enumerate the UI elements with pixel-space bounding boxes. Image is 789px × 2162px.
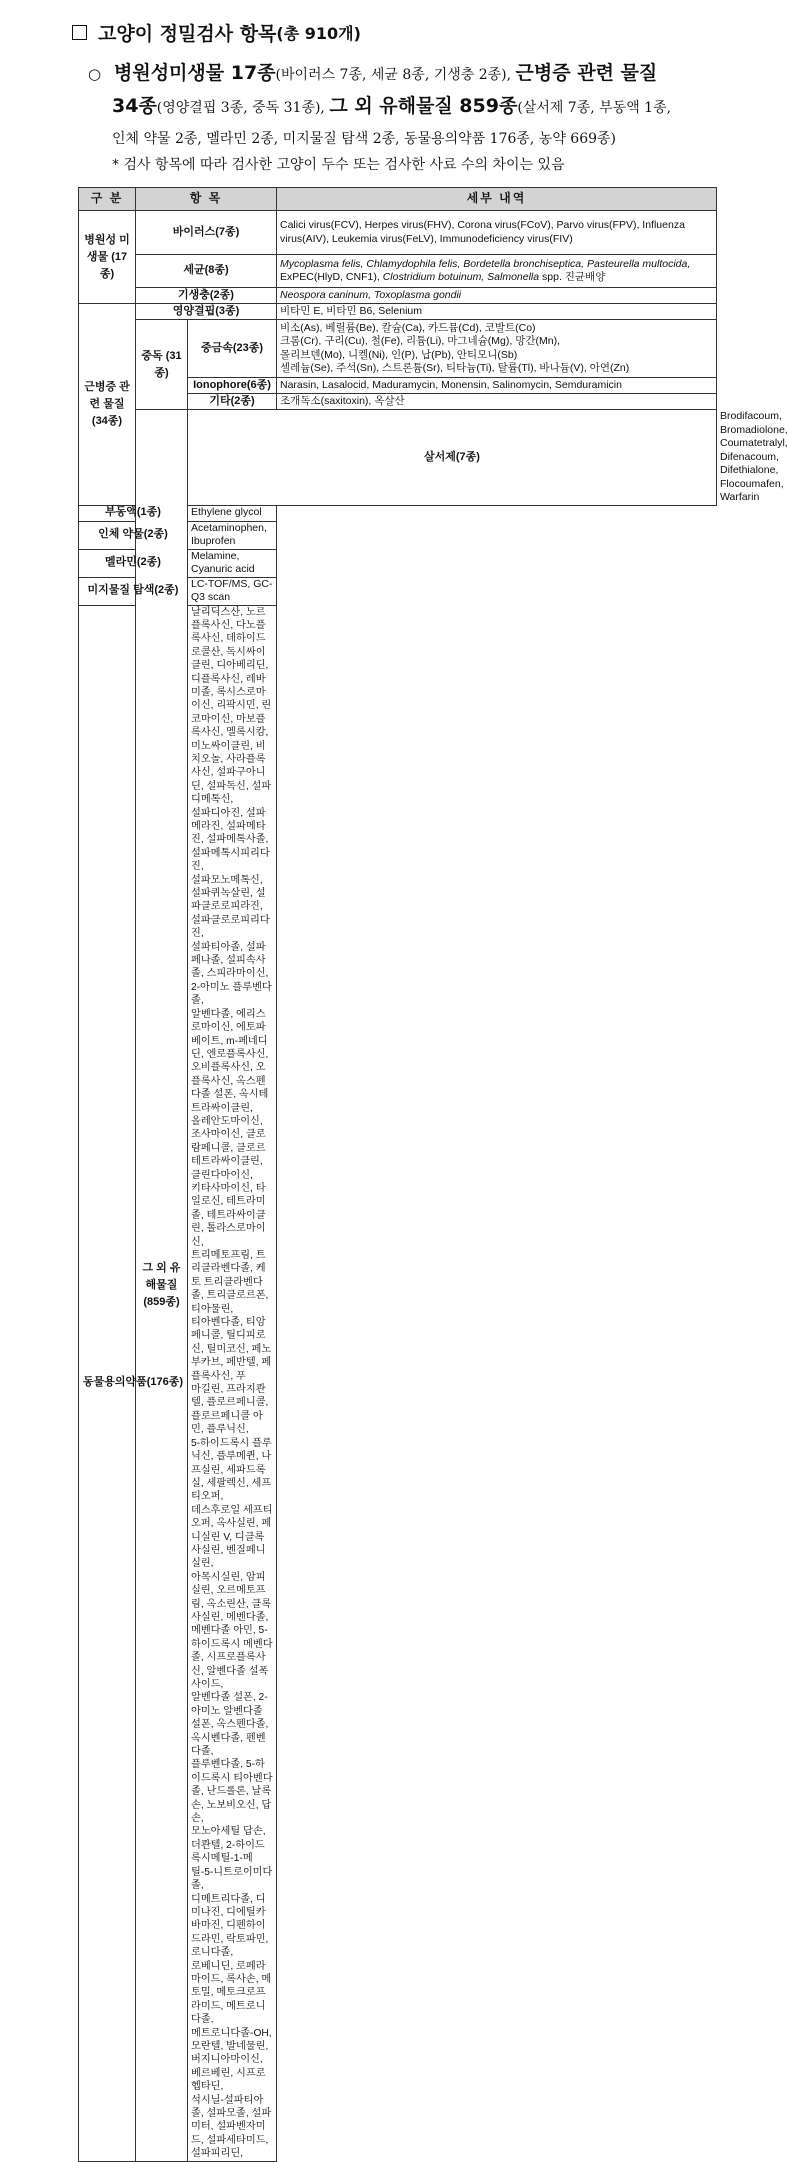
bacteria-species: Mycoplasma felis, Chlamydophila felis, Bordetella bronchiseptica, Pasteurella multocida,	[280, 257, 691, 270]
vet-drug-line: 마길린, 프라지콴텔, 플로르페니콜, 플로르페니콜 아민, 플루닉신,	[191, 1384, 269, 1436]
summary-other-detail: (살서제 7종, 부동액 1종,	[517, 100, 672, 116]
vet-drug-line: 디메트리다졸, 디미나진, 디에틸카바마진, 디펜하이드라민, 락토파민, 로니다졸,	[191, 1893, 269, 1959]
bacteria-fungal: spp. 진균배양	[539, 271, 606, 283]
metal-line: 셀레늄(Se), 주석(Sn), 스트론튬(Sr), 티타늄(Ti), 탈륨(Tl), 바나듐(V), 아연(Zn)	[280, 362, 630, 374]
category-pathogen: 병원성 미생물 (17종)	[79, 211, 136, 304]
item-poison: 중독 (31종)	[136, 320, 188, 410]
detail-other: 조개독소(saxitoxin), 옥살산	[277, 394, 717, 410]
parasite-species: Neospora caninum, Toxoplasma gondii	[280, 288, 462, 301]
item-ionophore: Ionophore(6종)	[188, 378, 277, 394]
table-row: 그 외 유해물질 (859종) 살서제(7종) Brodifacoum, Bromadiolone, Coumatetralyl, Difenacoum, Difethialone, Flocoumafen, Warfarin	[79, 410, 717, 506]
table-row	[79, 304, 717, 320]
table-header-row	[79, 188, 717, 211]
vet-drug-line: 날리딕스산, 노르플록사신, 다노플록사신, 데하이드로콜산, 독시싸이클린, 디아베리딘,	[191, 606, 269, 672]
table-row	[79, 521, 717, 549]
vet-drug-line: 플루벤다졸, 5-하이드록시 티아벤다졸, 난드롤론, 날록손, 노보비오신, 답손,	[191, 1759, 273, 1825]
heading-count: (총 910개)	[276, 23, 361, 43]
item-unknown-scan: 미지물질 탐색(2종)	[79, 577, 188, 605]
detail-nutrition: 비타민 E, 비타민 B6, Selenium	[277, 304, 717, 320]
header-item: 항 목	[136, 188, 277, 211]
vet-drug-line: 데스후로일 세프티오퍼, 옥사실린, 페니실린 V, 디클록사실린, 벤질페니실린,	[191, 1504, 273, 1570]
checkbox-square-icon	[72, 25, 87, 40]
vet-drug-line: 키타사마이신, 타일로신, 테트라미졸, 테트라싸이클린, 톨라스로마이신,	[191, 1182, 266, 1248]
header-detail: 세부 내역	[277, 188, 717, 211]
item-rodenticide: 살서제(7종)	[188, 410, 717, 506]
section-heading	[72, 17, 361, 47]
vet-drug-line: 5-하이드록시 플루닉신, 플루메퀸, 나프실린, 세파드록실, 세팔렉신, 세프티오퍼,	[191, 1437, 272, 1503]
metal-line: 몰리브덴(Mo), 니켈(Ni), 인(P), 납(Pb), 안티모니(Sb)	[280, 348, 518, 361]
category-other-harmful: 그 외 유해물질 (859종)	[136, 410, 188, 2162]
detail-vet-drug	[188, 605, 277, 2161]
detail-heavy-metal	[277, 320, 717, 378]
item-other: 기타(2종)	[188, 394, 277, 410]
summary-line-1	[88, 58, 728, 91]
summary-line-2	[88, 91, 728, 124]
detail-parasite	[277, 288, 717, 304]
item-human-drug: 인체 약물(2종)	[79, 521, 188, 549]
vet-drug-line: 알벤다졸 설폰, 2-아미노 알벤다졸 설폰, 옥스펜다졸, 옥시벤다졸, 펜벤다졸,	[191, 1692, 269, 1758]
summary-myopathy-count: 34종	[112, 95, 157, 117]
inspection-table	[78, 187, 788, 2162]
item-antifreeze: 부동액(1종)	[79, 505, 188, 521]
vet-drug-line: 설파디아진, 설파메라진, 설파메타진, 설파메톡사졸, 설파메톡시피리다진,	[191, 807, 270, 873]
item-parasite: 기생충(2종)	[136, 288, 277, 304]
item-heavy-metal: 중금속(23종)	[188, 320, 277, 378]
table-row	[79, 255, 717, 288]
metal-line: 크롬(Cr), 구리(Cu), 철(Fe), 리튬(Li), 마그네슘(Mg), 망간(Mn),	[280, 335, 561, 347]
detail-ionophore: Narasin, Lasalocid, Maduramycin, Monensin, Salinomycin, Semduramicin	[277, 378, 717, 394]
vet-drug-line: 석시닐-설파티아졸, 설파모졸, 설파미터, 설파벤자미드, 설파세타미드, 설파피리딘,	[191, 2094, 272, 2160]
vet-drug-line: 설파모노메톡신, 설파퀴녹살린, 설파클로로피라진, 설파클로로피리다진,	[191, 874, 270, 940]
vet-drug-line: 아목시실린, 암피실린, 오르메토프림, 옥소린산, 클록사실린, 메벤다졸,	[191, 1571, 272, 1623]
vet-drug-line: 알벤다졸, 에리스로마이신, 에토파베이트, m-페네디딘, 엔로플록사신,	[191, 1008, 269, 1060]
summary-other: 그 외 유해물질 859종	[329, 95, 518, 117]
detail-virus: Calici virus(FCV), Herpes virus(FHV), Corona virus(FCoV), Parvo virus(FPV), Influenza virus(AIV), Leukemia virus(FeLV), Immunodeficiency virus(FIV)	[277, 211, 717, 255]
vet-drug-line: 로베니딘, 로페라마이드, 록사손, 메토밀, 메토크로프라미드, 메트로니다졸,	[191, 1960, 272, 2026]
detail-bacteria	[277, 255, 717, 288]
summary-pathogen: 병원성미생물 17종	[114, 62, 276, 84]
item-virus: 바이러스(7종)	[136, 211, 277, 255]
detail-antifreeze: Ethylene glycol	[188, 505, 277, 521]
detail-unknown-scan: LC-TOF/MS, GC-Q3 scan	[188, 577, 277, 605]
summary-paragraph	[88, 58, 728, 155]
summary-myopathy-detail: (영양결핍 3종, 중독 31종),	[156, 100, 325, 116]
note-text: * 검사 항목에 따라 검사한 고양이 두수 또는 검사한 사료 수의 차이는 있음	[112, 157, 565, 173]
table-row	[79, 577, 717, 605]
table-row	[79, 549, 717, 577]
vet-drug-line: 티아벤다졸, 티암페니콜, 틸디피로신, 틸미코신, 페노부카브, 페반텔, 페플록사신, 푸	[191, 1317, 272, 1382]
vet-drug-line: 디플록사신, 레바미졸, 록시스로마이신, 리팍시민, 린코마이신, 마보플록사신, 멜록시캄,	[191, 673, 272, 739]
header-category: 구 분	[79, 188, 136, 211]
vet-drug-line: 트리메토프림, 트리클라벤다졸, 케토 트리클라벤다졸, 트리클로르폰, 티아물린,	[191, 1250, 269, 1315]
detail-melamine: Melamine, Cyanuric acid	[188, 549, 277, 577]
item-melamine: 멜라민(2종)	[79, 549, 188, 577]
vet-drug-line: 오비플록사신, 오플록사신, 옥스펜다졸 설폰, 옥시테트라싸이클린,	[191, 1062, 269, 1114]
table-row	[79, 211, 717, 255]
vet-drug-line: 미노싸이클린, 비치오놀, 사라플록사신, 설파구아니딘, 설파독신, 설파디메톡신,	[191, 740, 272, 806]
summary-pathogen-detail: (바이러스 7종, 세균 8종, 기생충 2종),	[275, 67, 512, 83]
bacteria-clostridium: Clostridium botuinum, Salmonella	[382, 271, 540, 283]
bacteria-expec: ExPEC(HlyD, CNF1),	[280, 271, 383, 283]
item-nutrition: 영양결핍(3종)	[136, 304, 277, 320]
item-vet-drug: 동물용의약품(176종)	[79, 605, 188, 2161]
detail-human-drug: Acetaminophen, Ibuprofen	[188, 521, 277, 549]
item-bacteria: 세균(8종)	[136, 255, 277, 288]
metal-line: 비소(As), 베릴륨(Be), 칼슘(Ca), 카드뮴(Cd), 코발트(Co)	[280, 321, 536, 334]
summary-myopathy: 근병증 관련 물질	[515, 62, 658, 84]
table-row	[79, 605, 717, 2161]
table-row	[79, 505, 717, 521]
table-row	[79, 288, 717, 304]
vet-drug-line: 메트로니다졸-OH, 모란텔, 발네물린, 버지니아마이신, 베르베린, 시프로헵타딘,	[191, 2027, 272, 2093]
vet-drug-line: 메벤다졸 아민, 5-하이드록시 메벤다졸, 시프로플록사신, 알벤다졸 설폭사이드,	[191, 1625, 273, 1690]
heading-title: 고양이 정밀검사 항목	[98, 22, 277, 45]
vet-drug-line: 올레안도마이신, 조사마이신, 클로람페니콜, 클로르테트라싸이클린, 클린다마이신,	[191, 1115, 266, 1181]
summary-line-3: 인체 약물 2종, 멜라민 2종, 미지물질 탐색 2종, 동물용의약품 176종, 농약 669종)	[112, 131, 617, 147]
vet-drug-line: 모노아세틸 답손, 더콴텔, 2-하이드록시메틸-1-메틸-5-니트로이미다졸,	[191, 1826, 273, 1892]
bullet-circle-icon: ○	[88, 65, 102, 83]
vet-drug-line: 설파티아졸, 설파페나졸, 설피속사졸, 스피라마이신, 2-아미노 플루벤다졸,	[191, 941, 272, 1007]
category-myopathy: 근병증 관련 물질 (34종)	[79, 304, 136, 506]
table-row	[79, 320, 717, 378]
